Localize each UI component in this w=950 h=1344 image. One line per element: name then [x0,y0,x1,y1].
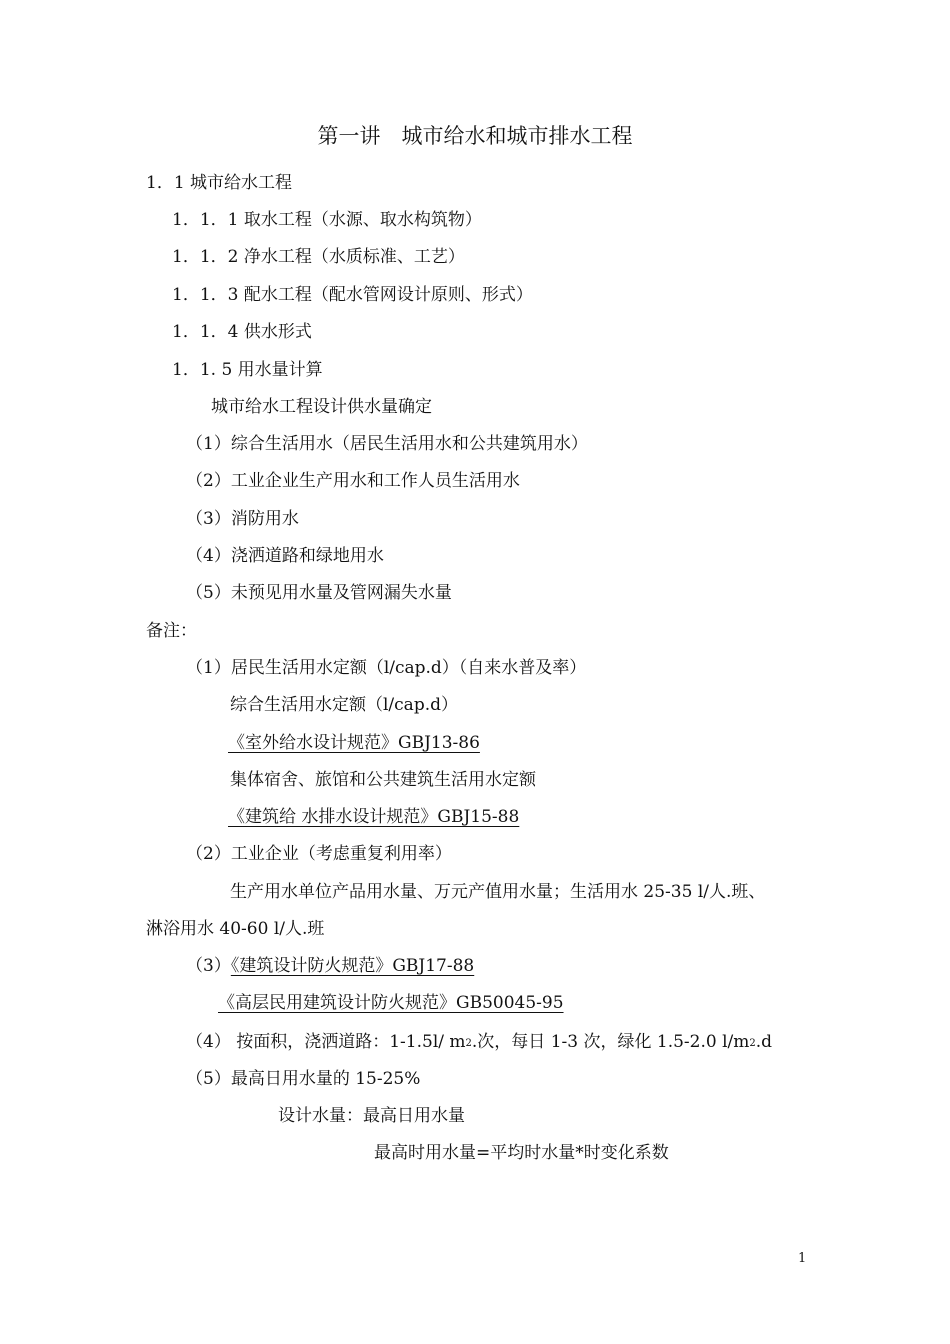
note-2-line: 淋浴用水 40-60 l/人.班 [146,919,325,939]
note-2-heading: （2）工业企业（考虑重复利用率） [186,844,452,864]
note-3-reference: 《建筑设计防火规范》GBJ17-88 [230,956,475,976]
page-title: 第一讲 城市给水和城市排水工程 [317,124,633,148]
subsection-5: 1．1. 5 用水量计算 [172,360,323,380]
note-4-text: （4） 按面积，浇洒道路：1-1.5l/ m [186,1032,466,1052]
supply-item-1: （1）综合生活用水（居民生活用水和公共建筑用水） [186,434,588,454]
note-3-reference: 《高层民用建筑设计防火规范》GB50045-95 [218,993,564,1013]
subsection-4: 1．1．4 供水形式 [172,322,312,342]
subsection-3: 1．1．3 配水工程（配水管网设计原则、形式） [172,285,533,305]
note-1-reference: 《室外给水设计规范》GBJ13-86 [228,733,480,753]
supply-item-3: （3）消防用水 [186,509,299,529]
note-1-heading: （1）居民生活用水定额（l/cap.d）（自来水普及率） [186,658,587,678]
subsection-2: 1．1．2 净水工程（水质标准、工艺） [172,247,465,267]
note-1-line: 集体宿舍、旅馆和公共建筑生活用水定额 [230,770,536,790]
page-number: 1 [798,1251,807,1266]
supply-item-5: （5）未预见用水量及管网漏失水量 [186,583,452,603]
note-4-text: .次，每日 1-3 次，绿化 1.5-2.0 l/m [471,1032,750,1052]
supply-item-4: （4）浇洒道路和绿地用水 [186,546,384,566]
note-5-heading: （5）最高日用水量的 15-25% [186,1069,421,1089]
note-3-heading [186,955,474,977]
subsection-1: 1．1．1 取水工程（水源、取水构筑物） [172,210,482,230]
note-4-heading [186,1031,772,1055]
section-heading: 1．1 城市给水工程 [146,173,293,193]
note-4-text: .d [755,1032,773,1052]
supply-intro: 城市给水工程设计供水量确定 [211,397,432,417]
note-4-superscript: 2 [465,1038,472,1049]
note-1-reference: 《建筑给 水排水设计规范》GBJ15-88 [228,807,520,827]
note-1-line: 综合生活用水定额（l/cap.d） [230,695,458,715]
supply-item-2: （2）工业企业生产用水和工作人员生活用水 [186,471,520,491]
design-line-2: 最高时用水量=平均时水量*时变化系数 [374,1143,669,1163]
design-line-1: 设计水量：最高日用水量 [278,1106,465,1126]
notes-label: 备注： [146,621,197,641]
note-2-line: 生产用水单位产品用水量、万元产值用水量；生活用水 25-35 l/人.班、 [230,882,766,902]
note-3-prefix: （3） [186,956,231,976]
note-4-superscript: 2 [749,1038,756,1049]
